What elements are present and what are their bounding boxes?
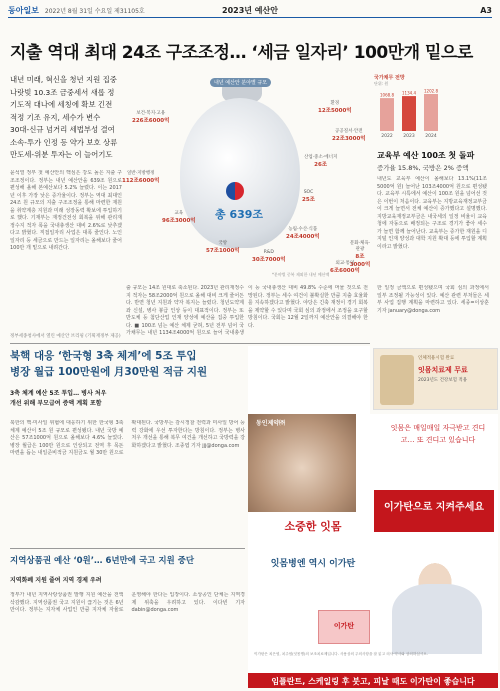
section-title: 2023년 예산안	[222, 6, 278, 15]
segment-value: 22조3000억	[332, 136, 366, 142]
education-subhead: 교육부 예산 100조 첫 돌파	[377, 151, 475, 160]
body-col-4: 한 일정 금액으로 편성됐으며 국회 심의 과정에서 일부 조정될 가능성이 있다. 예산 관련 부처들은 세부 사업 집행 계획을 마련하고 있다. 세종=이상훈 기자 january@donga.com	[377, 285, 489, 314]
chart-unit: 단위: 원	[374, 81, 389, 86]
debt-bar-value: 1134.4	[402, 90, 416, 96]
segment-label: 국방	[218, 241, 228, 246]
segment-label: 산업·중소·에너지	[304, 155, 338, 160]
infographic-segment	[132, 110, 169, 124]
debt-bars	[374, 87, 446, 139]
ad-photo-mouth	[248, 414, 356, 512]
debt-bar-value: 1202.8	[424, 88, 438, 94]
ad-headline-left: 소중한 잇몸	[284, 520, 342, 533]
article2-headline: 북핵 대응 ‘한국형 3축 체계’에 5조 투입 병장 월급 100만원에 月30만원 적금 지원	[10, 350, 208, 378]
infographic-segment	[122, 170, 159, 184]
article2-subhead: 3축 체계 예산 5조 투입… 병사 처우개선 위해 부모급여 증액 계획 포함	[10, 390, 107, 407]
national-debt-chart	[374, 74, 446, 142]
ad-fine-print: 이가탄은 치은염, 치주염(잇몸병)의 보조치료제입니다. 사용상의 주의사항을 잘 읽고 의사·약사와 상의하십시오.	[254, 652, 428, 656]
segment-label: 보건·복지·고용	[136, 111, 166, 116]
article3-body: 정부가 내년 지역사랑상품권 발행 지원 예산을 전액 삭감했다. 지역상품권 국고 지원이 끊기는 것은 6년 만이다. 정부는 지자체 사업인 만큼 지자체 자율로 운영해야 한다는 입장이다. 소상공인 단체는 지역경제 위축을 우려하고 있다. 이다빈 기자 dabin@donga.com	[10, 592, 245, 613]
divider	[10, 343, 370, 344]
segment-value: 96조3000억	[162, 218, 196, 224]
ad-headline-center: 잇몸병엔 역시 이가탄	[270, 559, 356, 569]
segment-label: 공공질서·안전	[335, 129, 363, 134]
segment-value: 12조5000억	[318, 108, 352, 114]
chart-title: 국가채무 전망	[374, 75, 405, 81]
ad-tagline: 잇몸은 매일매일 자극받고 견디고… 또 견디고 있습니다	[390, 424, 486, 444]
segment-value: 57조1000억	[206, 248, 240, 254]
segment-value: 226조6000억	[132, 118, 170, 124]
segment-label: 문화·체육·관광	[349, 241, 371, 252]
infographic-segment	[252, 250, 286, 263]
newspaper-logo: 동아일보	[8, 6, 39, 15]
ad-headline-right: 이가탄으로 지켜주세요	[374, 490, 494, 532]
budget-infographic	[122, 70, 372, 280]
segment-value: 24조4000억	[286, 234, 320, 240]
divider	[10, 548, 245, 549]
article2-body: 북한의 핵·미사일 위협에 대응하기 위한 한국형 3축 체계 예산이 5조 원 규모로 편성됐다. 내년 국방 예산은 57조1000억 원으로 올해보다 4.6% 늘었다. 병장 월급은 100만 원으로 인상되고 전역 후 목돈 마련을 돕는 내일준비적금 지원금도 월 30만 원으로 확대된다. 국방부는 감시정찰 전력과 미사일 방어 능력 강화에 우선 투자한다는 방침이다. 정부는 병사 처우 개선을 통해 복무 여건을 개선하고 국방력을 강화하겠다고 밝혔다. 조종엽 기자 jjj@donga.com	[10, 420, 245, 456]
segment-label: R&D	[263, 250, 274, 255]
small-ad[interactable]	[373, 348, 498, 410]
debt-bar	[380, 98, 394, 131]
photo-caption: 정부세종청사에서 열린 예산안 브리핑 (기획재정부 제공)	[10, 334, 121, 339]
education-subhead2: 증가율 15.8%, 국방은 2% 증액	[377, 164, 469, 172]
ad-spokesperson-suit	[392, 584, 482, 654]
segment-label: 교육	[174, 211, 184, 216]
segment-value: 26조	[314, 162, 328, 168]
segment-value: 30조7000억	[252, 257, 286, 263]
education-body: 내년도 교육부 예산이 올해보다 13.1%(11조 5000억 원) 늘어난 103조4000억 원으로 편성됐다. 교육부 시특에서 예산이 100조 원을 넘어선 것은 이번이 처음이다. 교육부는 지방교육재정교부금이 크게 늘면서 전체 예산이 증가했다고 설명했다. 지방교육재정교부금은 내국세의 일정 비율이 교육청에 자동으로 배정되는 구조로 경기가 좋아 세수가 늘면 함께 늘어난다. 교육부는 증가한 재원을 디지털 인재 양성과 대학 지원 확대 등에 투입할 계획이라고 밝혔다.	[377, 176, 487, 250]
segment-label: SOC	[303, 190, 314, 195]
segment-value: 112조6000억	[122, 178, 160, 184]
segment-value: 8조3000억	[349, 254, 371, 268]
infographic-segment	[206, 240, 240, 254]
igatan-advertisement[interactable]	[248, 414, 498, 688]
ad-brand: 동인제약㈜	[256, 420, 286, 427]
body-col-1: 윤석열 정부 첫 예산안의 핵심은 강도 높은 지출 구조조정이다. 정부는 내년 예산안을 639조 원으로 편성해 올해 본예산보다 5.2% 늘렸다. 이는 2017년 이후 가장 낮은 증가율이다. 정부는 역대 최대인 24조 원 규모의 지출 구조조정을 통해 마련한 재원을 취약계층 지원과 미래 성장동력 확보에 투입하기로 했다. 기재부는 재정건전성 회복을 위해 관리재정수지 적자 폭을 국내총생산 대비 2.6%로 낮추겠다고 밝혔다. 직접일자리 사업은 대폭 줄인다. 노인 일자리 등 세금으로 만드는 일자리는 올해보다 줄어 100만 개 밑으로 내려간다.	[10, 170, 122, 251]
product-package-icon	[380, 355, 414, 405]
segment-label: 환경	[330, 101, 340, 106]
masthead	[8, 4, 492, 18]
ad-bottom-banner: 임플란트, 스케일링 후 붓고, 피날 때도 이가탄이 좋습니다	[248, 673, 498, 688]
infographic-segment	[330, 260, 360, 274]
infographic-segment	[302, 190, 315, 203]
small-ad-product: 잇몸치료제 무료	[418, 366, 468, 374]
lede: 내년 미래, 혁신을 청년 지원 집중 나랏빚 10.3조 금중세서 새롭 정기도적 대나에 세칭에 확보 긴전적정 기조 유지, 세수가 변수 30대-신규 넘거리 세법부성 결여 소속-투가 인정 등 약가 보호 상류 만도세-위분 투자는 이 늘어기도	[10, 75, 118, 159]
debt-bar-category: 2024	[425, 134, 437, 139]
small-ad-note: 2023년도 건강보험 적용	[418, 378, 468, 383]
debt-bar-category: 2023	[403, 134, 415, 139]
segment-label: 외교·통일	[335, 261, 355, 266]
infographic-segment	[318, 100, 352, 114]
issue-date: 2022년 8월 31일 수요일 제31105호	[44, 8, 145, 15]
article3-headline: 지역상품권 예산 ‘0원’… 6년만에 국고 지원 중단	[10, 556, 195, 566]
segment-value: 6조6000억	[330, 268, 360, 274]
body-col-3: 이 등 국내총생산 대비 49.8% 수준에 머물 것으로 전망된다. 정부는 세수 여건이 불확실한 만큼 지출 효율화를 지속하겠다고 밝혔다. 야당은 긴축 재정이 경기 회복을 제약할 수 있다며 국회 심의 과정에서 조정을 요구할 방침이다. 국회는 12월 2일까지 예산안을 의결해야 한다.	[248, 285, 368, 329]
government-emblem-icon	[226, 182, 244, 200]
infographic-title: 내년 예산안 분야별 규모	[210, 78, 271, 87]
segment-value: 25조	[302, 197, 315, 203]
debt-bar	[402, 96, 416, 131]
infographic-segment	[332, 128, 366, 142]
segment-label: 일반·지방행정	[126, 171, 155, 176]
total-budget: 총 639조	[215, 208, 264, 221]
segment-label: 농림·수산·식품	[288, 227, 318, 232]
small-ad-label: 인체적용시험 완료	[418, 356, 455, 361]
product-box-label: 이가탄	[333, 622, 355, 630]
body-col-2: 출 규모는 14조 원대로 축소된다. 2023년 관리재정수지 적자는 58조2000억 원으로 올해 대비 크게 줄어든다. 반면 청년 지원과 약자 복지는 늘렸다. 청년도약계좌 신설, 병사 봉급 인상 등이 대표적이다. 정부는 또 반도체 등 첨단산업 인재 양성에 예산을 집중 투입한다. ■ 100조 넘는 예산 체제 굳혀, 5년 전부 넘어 국가채무는 내년 1134조4000억 원으로 늘어 국내총생	[126, 285, 244, 335]
money-bag-illustration	[180, 98, 300, 248]
infographic-segment	[286, 226, 320, 240]
infographic-segment	[162, 210, 196, 224]
debt-bar-category: 2022	[381, 134, 393, 139]
product-box-icon	[318, 610, 370, 644]
debt-bar	[424, 94, 438, 131]
infographic-note: *분야별 중복 제외한 내년 예산액	[272, 272, 330, 277]
debt-bar-value: 1068.8	[380, 92, 394, 98]
page-number: A3	[480, 6, 492, 15]
article3-subhead: 지역화폐 지원 줄여 지역 경제 우려	[10, 577, 102, 584]
main-headline: 지출 역대 최대 24조 구조조정… ‘세금 일자리’ 100만개 밑으로	[10, 43, 473, 63]
infographic-segment	[304, 154, 337, 168]
